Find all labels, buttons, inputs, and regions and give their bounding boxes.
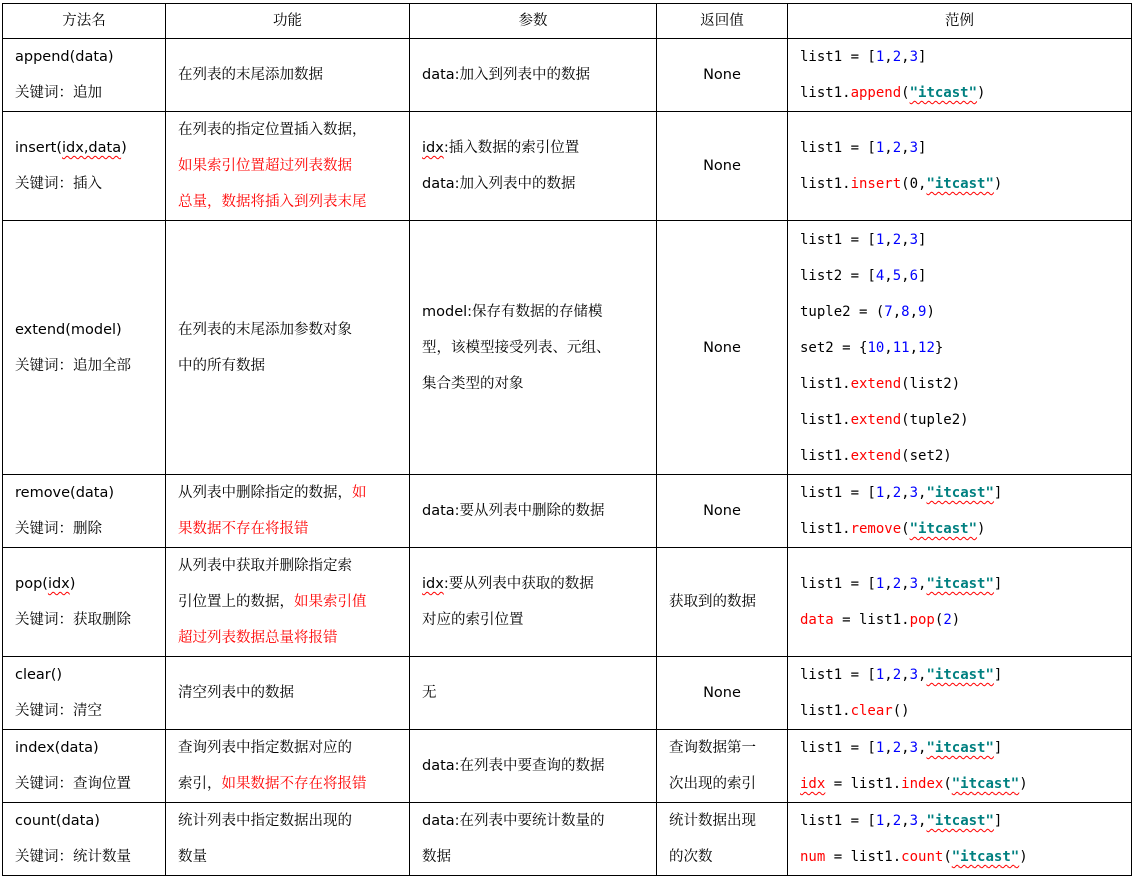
function-line (178, 475, 397, 511)
function-line (178, 730, 397, 766)
example-cell (788, 221, 1132, 475)
function-text: 如果数据不存在将报错 (221, 776, 367, 792)
return-line: None (703, 339, 741, 356)
function-text: 从列表中删除指定的数据， (178, 485, 352, 501)
method-keyword: 关键词：插入 (15, 176, 102, 192)
example-text: list1. (800, 521, 851, 537)
method-name-cell (3, 657, 166, 730)
return-cell (657, 730, 788, 803)
example-text: , (909, 303, 919, 320)
param-line: 集合类型的对象 (422, 375, 524, 392)
example-line (800, 693, 1119, 729)
example-text: ) (1019, 776, 1028, 792)
params-cell (410, 221, 657, 475)
example-string: "itcast" (926, 813, 994, 829)
example-text: , (884, 267, 893, 284)
example-cell (788, 112, 1132, 221)
example-text: , (892, 303, 902, 320)
header-return: 返回值 (657, 4, 788, 39)
method-name: pop(idx) (15, 576, 76, 592)
example-text: list1. (800, 447, 851, 464)
example-number: 1 (875, 813, 885, 829)
example-text: list1. (800, 176, 851, 192)
example-text: list1 = [ (800, 485, 876, 501)
method-keyword: 关键词：清空 (15, 703, 102, 719)
example-text: (tuple2) (901, 411, 969, 428)
example-number: 2 (892, 231, 902, 248)
example-text: , (901, 740, 910, 756)
example-text: , (918, 813, 927, 829)
example-number: 3 (909, 813, 919, 829)
example-line (800, 366, 1119, 402)
return-line: None (703, 67, 741, 83)
example-number: 10 (867, 339, 885, 356)
example-line (800, 222, 1119, 258)
example-text: ] (993, 576, 1003, 592)
example-number: 2 (892, 667, 902, 683)
example-text: list1 = [ (800, 667, 876, 683)
example-line (800, 566, 1119, 602)
method-keyword: 关键词：删除 (15, 521, 102, 537)
method-keyword: 关键词：获取删除 (15, 612, 131, 628)
param-line: data:在列表中要查询的数据 (422, 758, 605, 774)
function-line (178, 511, 397, 547)
table-row (3, 657, 1132, 730)
return-line: 次出现的索引 (669, 776, 756, 792)
example-number: 1 (875, 140, 885, 156)
example-text: list1 = [ (800, 49, 876, 65)
example-text: ) (926, 303, 935, 320)
method-name-cell (3, 730, 166, 803)
table-row (3, 803, 1132, 876)
example-number: 12 (918, 339, 935, 356)
example-text: , (884, 740, 893, 756)
param-line: 无 (422, 685, 437, 701)
params-cell (410, 803, 657, 876)
table-row (3, 548, 1132, 657)
example-text: list2 = [ (800, 267, 876, 284)
list-methods-table (2, 3, 1132, 876)
params-cell (410, 112, 657, 221)
example-number: 3 (909, 49, 919, 65)
method-keyword: 关键词：查询位置 (15, 776, 131, 792)
example-line (800, 294, 1119, 330)
example-string: "itcast" (926, 485, 994, 501)
example-line (800, 511, 1119, 547)
example-text: list1. (800, 375, 851, 392)
return-cell (657, 657, 788, 730)
example-text: list1. (800, 85, 851, 101)
function-text: 索引， (178, 776, 222, 792)
method-keyword: 关键词：统计数量 (15, 849, 131, 865)
example-text: , (901, 231, 910, 248)
function-cell (166, 730, 410, 803)
method-name: append(data) (15, 49, 114, 65)
example-number: 2 (892, 140, 902, 156)
method-name-cell (3, 803, 166, 876)
example-string: "itcast" (926, 576, 994, 592)
method-keyword: 关键词：追加 (15, 85, 102, 101)
header-row (3, 4, 1132, 39)
example-number: 1 (875, 576, 885, 592)
example-text: ) (1019, 849, 1028, 865)
return-line: None (703, 685, 741, 701)
param-line: data:要从列表中删除的数据 (422, 503, 605, 519)
params-cell (410, 548, 657, 657)
function-line: 数量 (178, 849, 207, 865)
example-text: ( (901, 85, 910, 101)
return-cell (657, 221, 788, 475)
example-string: "itcast" (926, 667, 994, 683)
function-line: 总量，数据将插入到列表末尾 (178, 194, 367, 210)
example-number: 5 (892, 267, 902, 284)
example-line (800, 730, 1119, 766)
return-line: 的次数 (669, 849, 713, 865)
param-line: data:在列表中要统计数量的 (422, 813, 605, 829)
function-line: 如果索引位置超过列表数据 (178, 158, 352, 174)
function-text: 引位置上的数据， (178, 594, 294, 610)
example-text: list1 = [ (800, 576, 876, 592)
example-number: 4 (875, 267, 885, 284)
example-text: list1. (800, 411, 851, 428)
method-name: count(data) (15, 813, 100, 829)
example-string: "itcast" (951, 776, 1020, 792)
header-params: 参数 (410, 4, 657, 39)
example-line (800, 402, 1119, 438)
params-cell (410, 730, 657, 803)
function-cell (166, 657, 410, 730)
example-number: 7 (884, 303, 893, 320)
example-line (800, 766, 1119, 802)
example-text: , (901, 485, 910, 501)
example-number: 1 (875, 485, 885, 501)
params-cell (410, 475, 657, 548)
example-keyword: extend (850, 411, 902, 428)
example-text: ( (943, 776, 952, 792)
example-keyword: pop (909, 612, 935, 628)
example-number: 3 (909, 231, 919, 248)
param-idx: idx (422, 576, 444, 592)
example-keyword: count (901, 849, 944, 865)
example-line (800, 803, 1119, 839)
example-string: "itcast" (926, 740, 994, 756)
function-text: 如 (352, 485, 367, 501)
example-text: (set2) (901, 447, 952, 464)
example-text: (0, (901, 176, 927, 192)
example-number: 3 (909, 140, 919, 156)
params-cell (410, 657, 657, 730)
example-cell (788, 803, 1132, 876)
example-text: ( (934, 612, 944, 628)
param-line: 数据 (422, 849, 451, 865)
example-text: ] (918, 49, 927, 65)
example-text: , (884, 140, 893, 156)
param-idx: idx (47, 576, 70, 592)
example-number: 2 (892, 485, 902, 501)
example-number: 3 (909, 740, 919, 756)
example-text: ) (977, 521, 986, 537)
function-text: 果数据不存在将报错 (178, 521, 309, 537)
example-text: , (884, 339, 893, 356)
example-number: 3 (909, 485, 919, 501)
param-line: idx:插入数据的索引位置 (422, 140, 580, 156)
example-text: , (909, 339, 919, 356)
example-text: ) (993, 176, 1003, 192)
function-line: 统计列表中指定数据出现的 (178, 813, 352, 829)
example-text: , (901, 49, 910, 65)
header-example: 范例 (788, 4, 1132, 39)
example-line (800, 330, 1119, 366)
example-text: , (884, 576, 893, 592)
return-cell (657, 112, 788, 221)
example-text: ] (993, 740, 1003, 756)
example-line (800, 75, 1119, 111)
function-line: 在列表的末尾添加参数对象 (178, 321, 352, 338)
example-text: list1. (800, 703, 851, 719)
example-number: 9 (918, 303, 927, 320)
return-cell (657, 803, 788, 876)
example-number: 2 (892, 576, 902, 592)
example-string: "itcast" (951, 849, 1020, 865)
method-name-cell (3, 475, 166, 548)
method-name: remove(data) (15, 485, 115, 501)
example-number: 2 (892, 813, 902, 829)
param-line: data:加入列表中的数据 (422, 176, 576, 192)
example-text: ] (993, 813, 1003, 829)
function-line (178, 548, 397, 584)
function-line: 在列表的指定位置插入数据， (178, 122, 367, 138)
return-line: 统计数据出现 (669, 813, 756, 829)
example-text: , (884, 231, 893, 248)
example-number: 1 (875, 667, 885, 683)
example-keyword: append (850, 85, 902, 101)
example-number: 1 (875, 49, 885, 65)
function-cell (166, 803, 410, 876)
header-method-name: 方法名 (3, 4, 166, 39)
example-keyword: extend (850, 447, 902, 464)
example-number: 2 (892, 740, 902, 756)
method-name: index(data) (15, 740, 99, 756)
function-line (178, 584, 397, 620)
example-line (800, 839, 1119, 875)
example-text: } (934, 339, 944, 356)
example-text: ] (993, 667, 1003, 683)
example-line (800, 166, 1119, 202)
example-text: ] (918, 267, 927, 284)
example-keyword: num (800, 849, 826, 865)
function-text: 如果索引值 (294, 594, 367, 610)
table-row (3, 475, 1132, 548)
table-row (3, 221, 1132, 475)
method-name: clear() (15, 667, 63, 683)
method-keyword: 关键词：追加全部 (15, 357, 131, 374)
example-text: list1 = [ (800, 231, 876, 248)
example-number: 6 (909, 267, 919, 284)
example-line (800, 475, 1119, 511)
example-text: , (884, 49, 893, 65)
example-keyword: index (901, 776, 944, 792)
param-line: data:加入到列表中的数据 (422, 67, 591, 83)
param-line: model:保存有数据的存储模 (422, 303, 603, 320)
example-text: , (901, 140, 910, 156)
function-cell (166, 475, 410, 548)
example-text: ] (918, 231, 927, 248)
example-keyword: extend (850, 375, 902, 392)
example-number: 1 (875, 740, 885, 756)
return-line: 查询数据第一 (669, 740, 756, 756)
function-cell (166, 221, 410, 475)
function-line (178, 766, 397, 802)
example-string: "itcast" (926, 176, 994, 192)
example-number: 3 (909, 576, 919, 592)
return-cell (657, 39, 788, 112)
example-text: ( (901, 521, 910, 537)
method-table-wrapper (2, 3, 1132, 876)
example-text: = list1. (825, 849, 902, 865)
example-text: ] (918, 140, 927, 156)
example-keyword: idx (800, 776, 826, 792)
example-text: tuple2 = ( (800, 303, 885, 320)
example-line (800, 602, 1119, 638)
example-text: , (901, 267, 910, 284)
example-line (800, 438, 1119, 474)
example-cell (788, 657, 1132, 730)
example-line (800, 657, 1119, 693)
example-text: ) (951, 612, 961, 628)
example-line (800, 258, 1119, 294)
example-text: () (892, 703, 910, 719)
example-text: , (901, 576, 910, 592)
method-name: insert(idx,data) (15, 140, 127, 156)
example-text: = list1. (833, 612, 910, 628)
example-text: , (918, 667, 927, 683)
example-text: ) (977, 85, 986, 101)
return-cell (657, 475, 788, 548)
example-cell (788, 730, 1132, 803)
function-text: 超过列表数据总量将报错 (178, 630, 338, 646)
function-line: 清空列表中的数据 (178, 685, 294, 701)
example-string: "itcast" (909, 521, 978, 537)
function-line: 中的所有数据 (178, 357, 265, 374)
example-text: , (884, 667, 893, 683)
example-number: 2 (892, 49, 902, 65)
function-line (178, 620, 397, 656)
example-number: 8 (901, 303, 910, 320)
example-text: ] (993, 485, 1003, 501)
example-text: ( (943, 849, 952, 865)
example-text: list1 = [ (800, 740, 876, 756)
method-name-cell (3, 112, 166, 221)
method-name-cell (3, 221, 166, 475)
example-text: list1 = [ (800, 813, 876, 829)
example-text: set2 = { (800, 339, 868, 356)
table-row (3, 39, 1132, 112)
return-cell (657, 548, 788, 657)
method-name: extend(model) (15, 321, 122, 338)
header-function: 功能 (166, 4, 410, 39)
example-text: , (918, 740, 927, 756)
example-number: 11 (892, 339, 910, 356)
return-line: 获取到的数据 (669, 594, 756, 610)
method-name-cell (3, 39, 166, 112)
param-line: 型，该模型接受列表、元组、 (422, 339, 611, 356)
function-cell (166, 548, 410, 657)
table-row (3, 730, 1132, 803)
example-text: , (918, 576, 927, 592)
example-text: , (901, 667, 910, 683)
example-number: 2 (943, 612, 952, 628)
param-line: idx:要从列表中获取的数据 (422, 576, 594, 592)
example-text: = list1. (825, 776, 902, 792)
example-number: 3 (909, 667, 919, 683)
param-line: 对应的索引位置 (422, 612, 524, 628)
function-text: 从列表中获取并删除指定索 (178, 558, 352, 574)
example-line (800, 130, 1119, 166)
table-row (3, 112, 1132, 221)
example-text: list1 = [ (800, 140, 876, 156)
param-idx-data: idx,data (62, 140, 122, 156)
params-cell (410, 39, 657, 112)
example-number: 1 (875, 231, 885, 248)
return-line: None (703, 503, 741, 519)
example-keyword: clear (850, 703, 893, 719)
example-string: "itcast" (909, 85, 978, 101)
example-text: (list2) (901, 375, 961, 392)
example-keyword: data (800, 612, 834, 628)
example-text: , (884, 813, 893, 829)
example-keyword: insert (850, 176, 902, 192)
param-idx: idx (422, 140, 444, 156)
example-text: , (901, 813, 910, 829)
example-cell (788, 475, 1132, 548)
function-cell (166, 39, 410, 112)
example-keyword: remove (850, 521, 902, 537)
function-line: 在列表的末尾添加数据 (178, 67, 323, 83)
function-cell (166, 112, 410, 221)
example-text: , (884, 485, 893, 501)
method-name-cell (3, 548, 166, 657)
example-text: , (918, 485, 927, 501)
return-line: None (703, 158, 741, 174)
function-text: 查询列表中指定数据对应的 (178, 740, 352, 756)
example-cell (788, 39, 1132, 112)
example-cell (788, 548, 1132, 657)
example-line (800, 39, 1119, 75)
